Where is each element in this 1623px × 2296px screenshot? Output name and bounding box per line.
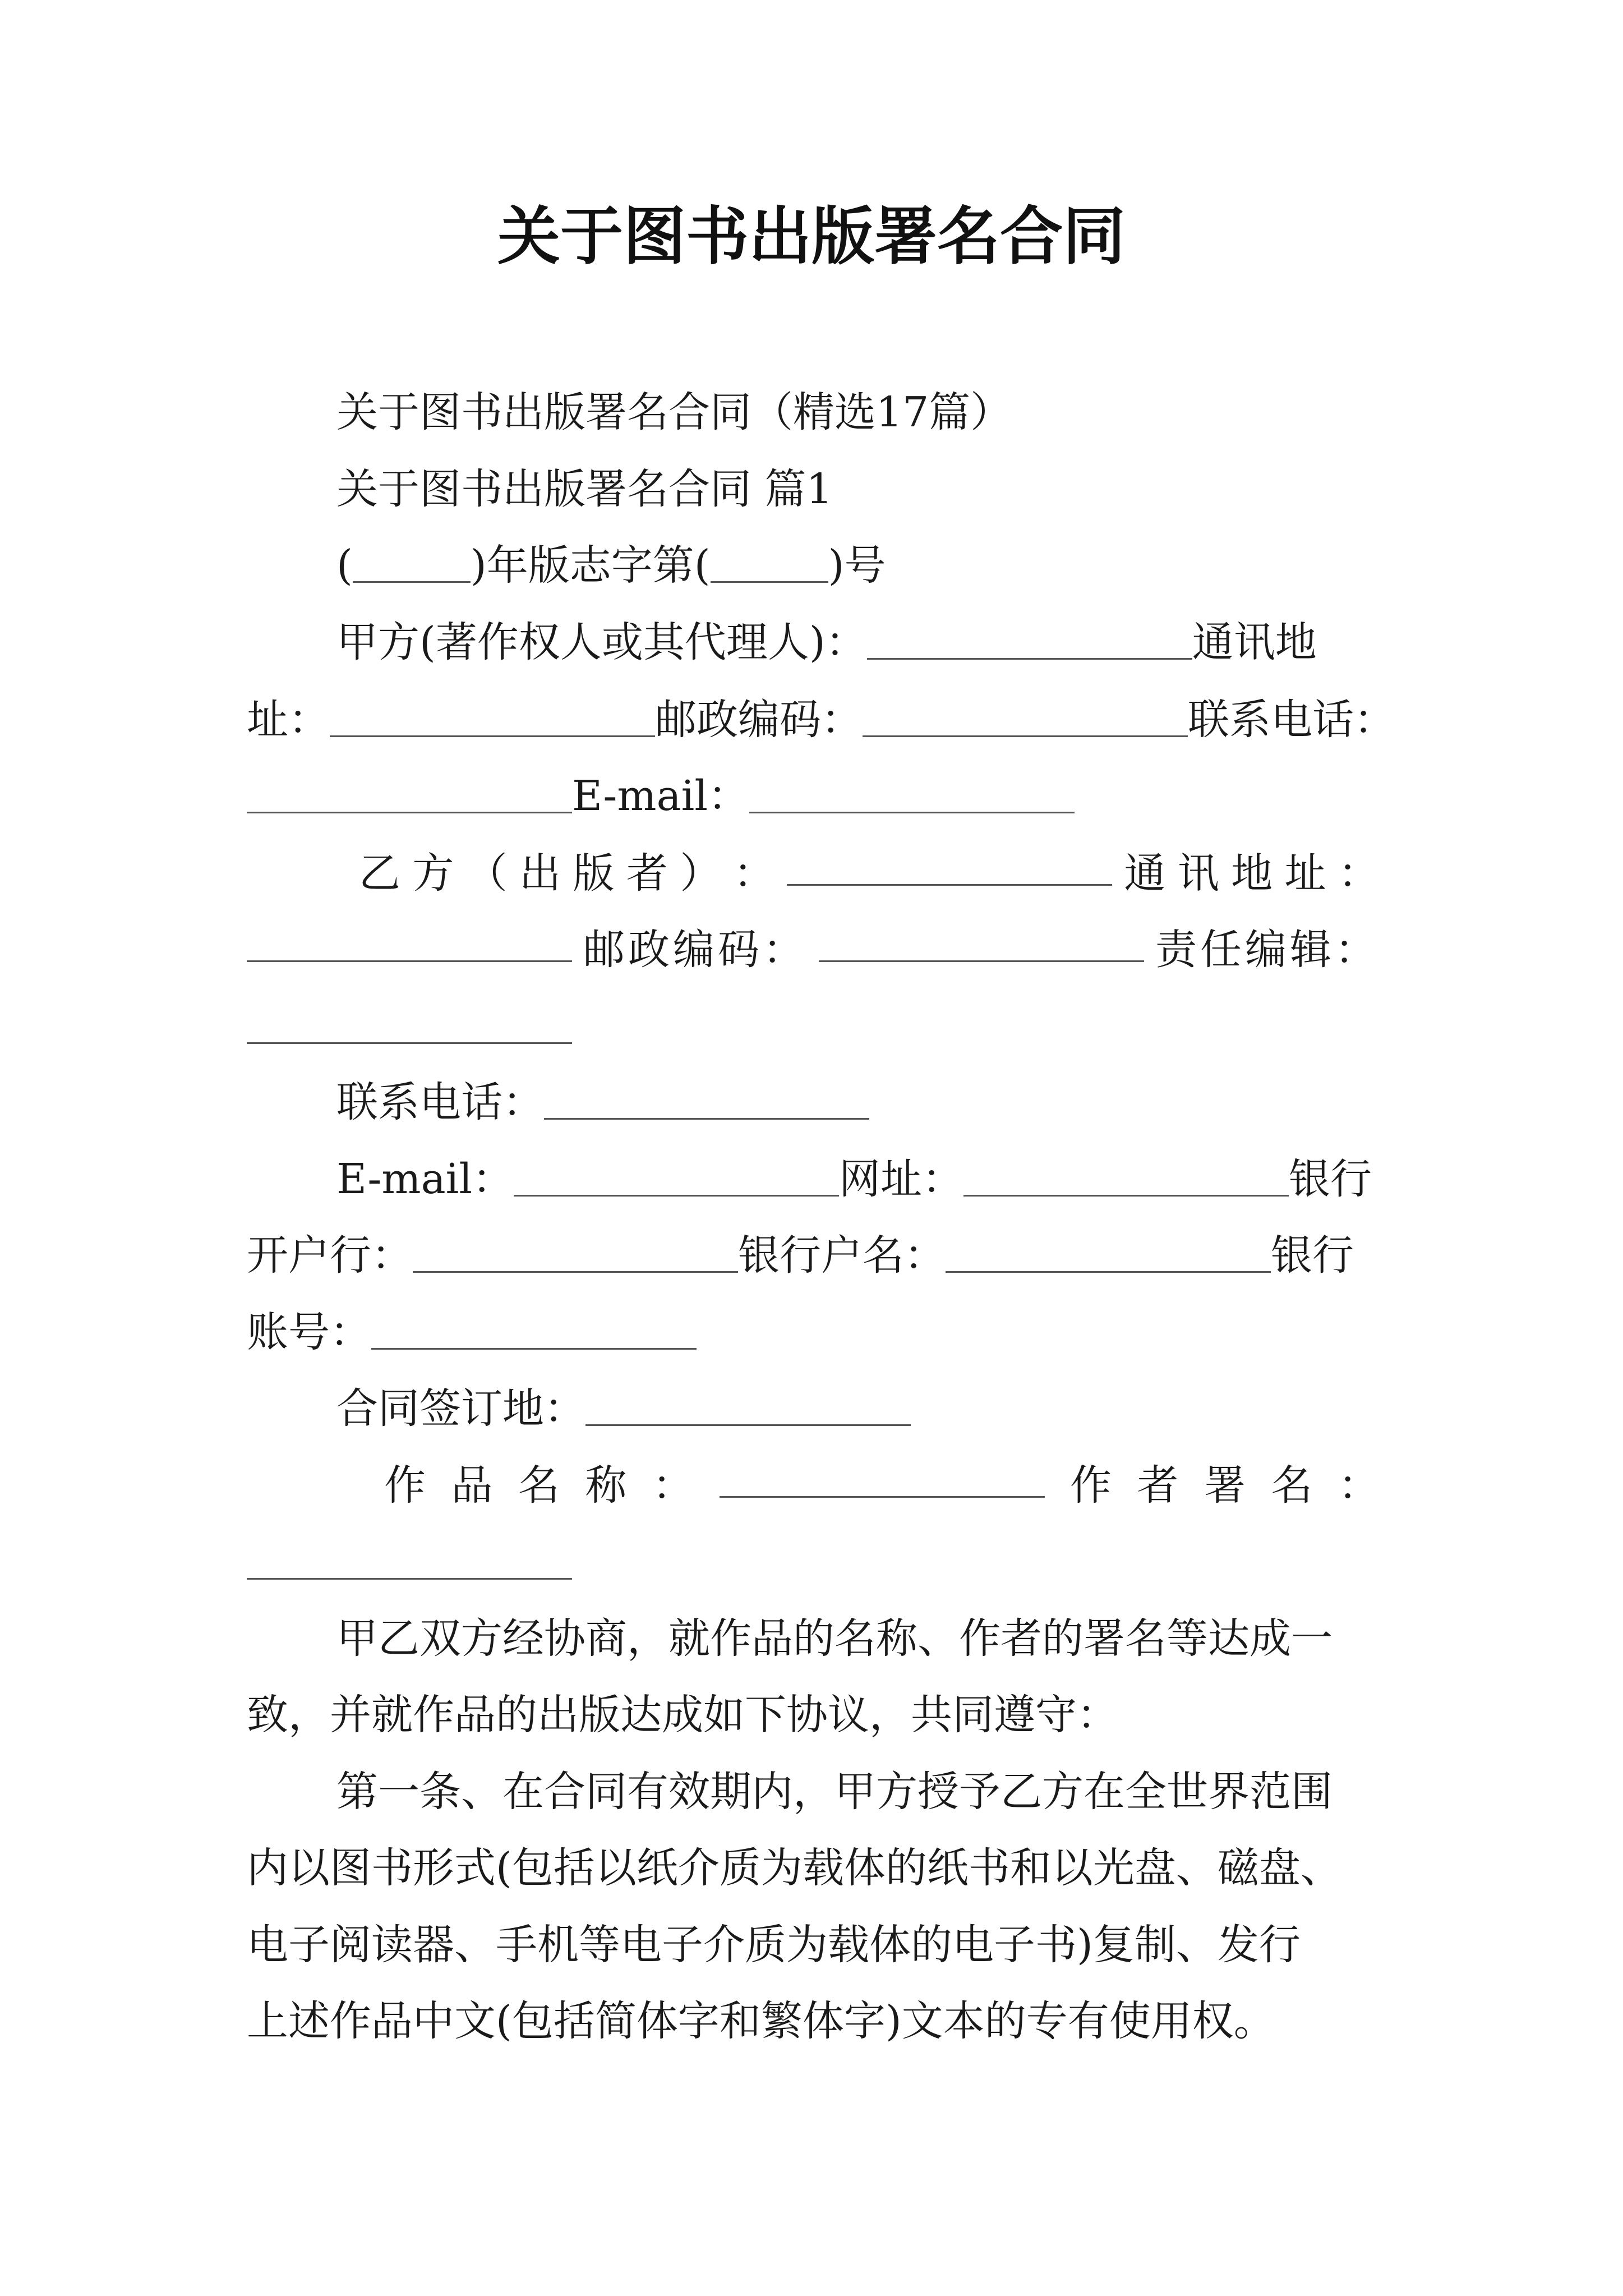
party-a-line [336, 611, 1317, 673]
party-a-addr-label-cont: 址： [247, 696, 330, 744]
author-sign-char: 者 [1137, 1461, 1179, 1510]
party-b-label-char: 者 [626, 849, 668, 898]
party-b-phone-blank[interactable] [544, 1076, 869, 1120]
author-sign-char: ： [1338, 1461, 1380, 1510]
party-b-email-line [336, 1148, 1372, 1210]
party-b-bank-label-2: 银行 [1271, 1231, 1354, 1280]
party-b-phone-line [336, 1071, 869, 1133]
subtitle: 关于图书出版署名合同（精选17篇） [336, 388, 1012, 436]
number-open: ( [336, 541, 353, 590]
party-b-line [359, 843, 1380, 904]
art1-line1: 第一条、在合同有效期内，甲方授予乙方在全世界范围 [336, 1768, 1332, 1816]
party-b-email-blank[interactable] [514, 1153, 839, 1197]
year-blank[interactable] [353, 540, 471, 583]
party-b-editor-blank[interactable] [247, 1001, 572, 1044]
party-a-email-line [247, 765, 1075, 827]
para1-line1: 甲乙双方经协商，就作品的名称、作者的署名等达成一 [336, 1614, 1332, 1663]
party-b-account-label: 账号： [247, 1308, 371, 1356]
party-b-editor-label: 责任编辑： [1155, 926, 1380, 974]
party-a-email-label: E-mail： [572, 772, 750, 820]
party-b-label-char: ： [733, 849, 775, 898]
para1-line2: 致，并就作品的出版达成如下协议，共同遵守： [247, 1691, 1118, 1739]
party-b-label-char: 出 [519, 849, 561, 898]
author-sign-blank-line [247, 1531, 572, 1593]
party-b-label-char: 乙 [359, 849, 400, 898]
party-a-name-blank[interactable] [867, 616, 1192, 660]
party-b-addr-char: 址 [1284, 849, 1326, 898]
party-b-postcode-blank[interactable] [819, 919, 1144, 962]
party-b-bank-line [247, 1225, 1354, 1286]
party-a-label: 甲方(著作权人或其代理人)： [336, 618, 867, 666]
work-name-char: 名 [518, 1461, 560, 1510]
party-a-phone-label: 联系电话： [1188, 696, 1395, 744]
party-b-addr-blank[interactable] [247, 919, 572, 962]
work-name-line [384, 1455, 1380, 1516]
art1-line2: 内以图书形式(包括以纸介质为载体的纸书和以光盘、磁盘、 [247, 1844, 1342, 1892]
number-line [336, 535, 886, 596]
party-b-postcode-line [247, 919, 1380, 981]
work-name-char: 作 [384, 1461, 426, 1510]
work-name-char: ： [652, 1461, 694, 1510]
number-blank[interactable] [711, 540, 828, 583]
party-b-name-blank[interactable] [787, 843, 1112, 886]
work-name-blank[interactable] [720, 1455, 1045, 1498]
party-b-addr-char: ： [1338, 849, 1380, 898]
work-name-char: 品 [451, 1461, 493, 1510]
party-b-bank-name-label: 银行户名： [738, 1231, 946, 1280]
party-b-bank-label: 银行 [1289, 1155, 1372, 1203]
document-title: 关于图书出版署名合同 [497, 200, 1126, 273]
party-a-addr-blank[interactable] [330, 694, 655, 737]
sign-place-blank[interactable] [585, 1383, 911, 1426]
number-end: )号 [828, 541, 886, 590]
party-b-phone-label: 联系电话： [336, 1078, 544, 1126]
art1-line3: 电子阅读器、手机等电子介质为载体的电子书)复制、发行 [247, 1921, 1301, 1969]
party-a-phone-blank[interactable] [247, 770, 572, 813]
party-b-email-label: E-mail： [336, 1155, 514, 1203]
party-a-addr-label: 通讯地 [1192, 618, 1317, 666]
art1-line4: 上述作品中文(包括简体字和繁体字)文本的专有使用权。 [247, 1997, 1275, 2045]
author-sign-char: 署 [1204, 1461, 1246, 1510]
party-a-addr-line [247, 689, 1395, 751]
party-b-label-char: 方 [412, 849, 454, 898]
party-b-website-label: 网址： [839, 1155, 964, 1203]
work-name-char: 称 [585, 1461, 627, 1510]
party-b-bank-name-blank[interactable] [946, 1230, 1271, 1273]
party-b-addr-char: 讯 [1177, 849, 1219, 898]
sign-place-label: 合同签订地： [336, 1384, 585, 1433]
party-b-label-char: 版 [573, 849, 615, 898]
author-sign-blank[interactable] [247, 1536, 572, 1580]
party-b-website-blank[interactable] [963, 1153, 1289, 1197]
part-heading: 关于图书出版署名合同 篇1 [336, 465, 833, 513]
author-sign-char: 作 [1070, 1461, 1112, 1510]
party-b-account-blank[interactable] [371, 1306, 697, 1350]
party-b-addr-char: 通 [1124, 849, 1166, 898]
party-a-postcode-blank[interactable] [863, 694, 1188, 737]
party-b-postcode-label: 邮政编码： [583, 926, 808, 974]
sign-place-line [336, 1378, 911, 1439]
party-b-label-char: ） [680, 849, 722, 898]
party-b-bank-open-blank[interactable] [413, 1230, 738, 1273]
party-b-bank-open-label: 开户行： [247, 1231, 413, 1280]
party-a-postcode-label: 邮政编码： [655, 696, 863, 744]
party-b-account-line [247, 1301, 697, 1363]
author-sign-char: 名 [1271, 1461, 1313, 1510]
number-mid: )年版志字第( [470, 541, 711, 590]
party-b-addr-char: 地 [1231, 849, 1273, 898]
party-b-label-char: （ [465, 849, 508, 898]
party-b-editor-blank-line [247, 996, 572, 1057]
party-a-email-blank[interactable] [749, 770, 1075, 813]
